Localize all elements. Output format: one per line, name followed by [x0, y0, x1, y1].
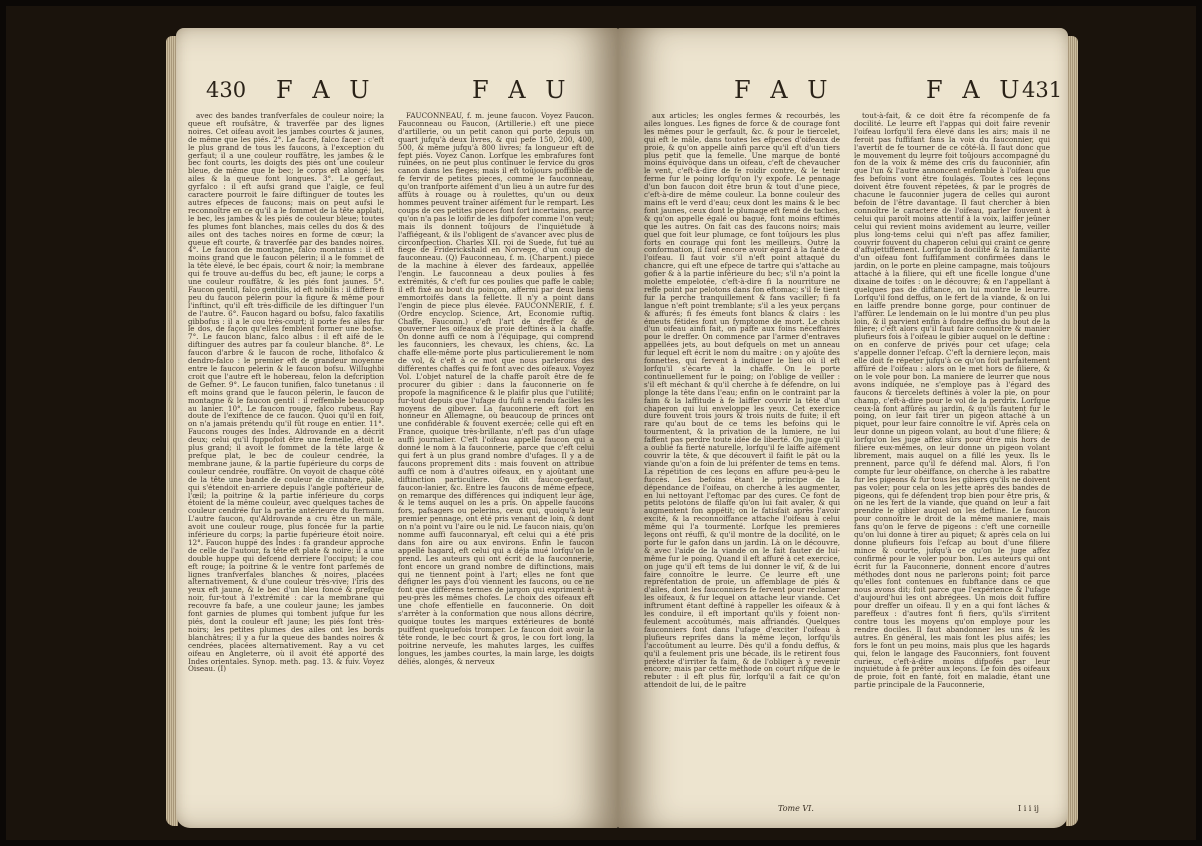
signature-mark: I i i ij [1018, 804, 1039, 813]
column-text: aux articles; les ongles fermes & recourbés, les ailes longues. Les fignes de force & de courage font les mêmes pour le gerfault, &c. & pour le tiercelet, qui eft le mâle, dans toutes les efpeces d'oifeaux de proie, & qu'on appelle ainfi parce qu'il eft d'un tiers plus petit que la femelle. Une marque de bonté moins équivoque dans un oifeau, c'eft de chevaucher le vent, c'eft-à-dire de fe roidir contre, & le tenir ferme fur le poing lorfqu'on l'y expofe. Le pennage d'un bon faucon doit être brun & tout d'une piece, c'eft-à-dire de même couleur. La bonne couleur des mains eft le verd d'eau; ceux dont les mains & le bec font jaunes, ceux dont le plumage eft femé de taches, & qu'on appelle égalé ou bagué, font moins eftimés que les autres. On fait cas des faucons noirs; mais quel que foit leur plumage, ce font toûjours les plus forts en courage qui font les meilleurs. Outre la conformation, il faut encore avoir égard à la fanté de l'oifeau. Il faut voir s'il n'eft point attaqué du chancre, qui eft une efpece de tartre qui s'attache au gofier & à la partie inférieure du bec; s'il n'a point la molette empelotée, c'eft-à-dire fi la nourriture ne reffe point par pelotons dans fon eftomac; s'il fe tient fur la perche tranquillement & fans vaciller; fi fa langue n'eft point tremblante; s'il a les yeux perçans & affurés; fi fes émeuts font blancs & clairs : les émeuts fétides font un fymptome de mort. Le choix d'un oifeau ainfi fait, on paffe aux foins néceffaires pour le dreffer. On commence par l'armer d'entraves appellées jets, au bout defquels on met un anneau fur lequel eft écrit le nom du maître : on y ajoûte des fonnettes, qui fervent à indiquer le lieu où il eft lorfqu'il s'écarte à la chaffe. On le porte continuellement fur le poing; on l'oblige de veiller : s'il eft méchant & qu'il cherche à fe défendre, on lui plonge la tête dans l'eau; enfin on le contraint par la faim & la laffitude à fe laiffer couvrir la tête d'un chaperon qui lui enveloppe les yeux. Cet exercice dure fouvent trois jours & trois nuits de fuite; il eft rare qu'au bout de ce tems les befoins qui le tourmentent, & la privation de la lumiere, ne lui faffent pas perdre toute idée de liberté. On juge qu'il a oublié fa fierté naturelle, lorfqu'il fe laiffe aifément couvrir la tête, & que découvert il faifit le pât ou la viande qu'on a foin de lui préfenter de tems en tems. La répétition de ces leçons en affure peu-à-peu le fuccès. Les befoins étant le principe de la dépendance de l'oifeau, on cherche à les augmenter, en lui nettoyant l'eftomac par des cures. Ce font de petits pelotons de filaffe qu'on lui fait avaler, & qui augmentent fon appétit; on le fatisfait après l'avoir excité, & la reconnoiffance attache l'oifeau à celui même qui l'a tourmenté. Lorfque les premieres leçons ont réuffi, & qu'il montre de la docilité, on le porte fur le gafon dans un jardin. Là on le découvre, & avec l'aide de la viande on le fait fauter de lui-même fur le poing. Quand il eft affuré à cet exercice, on juge qu'il eft tems de lui donner le vif, & de lui faire connoître le leurre. Ce leurre eft une repréfentation de proie, un affemblage de piés & d'ailes, dont les fauconniers fe fervent pour réclamer les oifeaux, & fur lequel on attache leur viande. Cet inftrument étant deftiné à rappeller les oifeaux & à les conduire, il eft important qu'ils y foient non-feulement accoûtumés, mais affriandés. Quelques fauconniers font dans l'ufage d'exciter l'oifeau à plufieurs reprifes dans la même leçon, lorfqu'ils l'accoûtument au leurre. Dès qu'il a fondu deffus, & qu'il a feulement pris une bécade, ils le retirent fous prétexte d'irriter fa faim, & de l'obliger à y revenir encore; mais par cette méthode on court rifque de le rebuter : il eft plus für, lorfqu'il a fait ce qu'on attendoit de lui, de le paître [644, 112, 840, 690]
right-head-title-b: F A U [926, 76, 1026, 104]
right-head-title-a: F A U [734, 76, 834, 104]
volume-footer: Tome VI. [778, 804, 814, 813]
left-page [176, 28, 618, 828]
right-running-head [618, 76, 1068, 112]
column-text: FAUCONNEAU, f. m. jeune faucon. Voyez Faucon. Fauconneau ou Faucon, (Artillerie.) eft une piece d'artillerie, ou un petit canon qui porte depuis un quart jufqu'à deux livres, & qui pefe 150, 200, 400, 500, & même jufqu'à 800 livres; fa longueur eft de fept piés. Voyez Canon. Lorfque les embrafures font ruinées, on ne peut plus continuer le fervice du gros canon dans les fieges; mais il eft toûjours poffible de fe fervir de petites pieces, comme le fauconneau, qu'on tranfporte aifément d'un lieu à un autre fur des affûts à rouage ou à roulettes, qu'un ou deux hommes peuvent traîner aifément fur le rempart. Les coups de ces petites pieces font fort incertains, parce qu'on n'a pas le loifir de les difpofer comme l'on veut; mais ils donnent toûjours de l'inquiétude à l'affiégeant, & ils l'obligent de s'avancer avec plus de circonfpection. Charles XII. roi de Suede, fut tué au fiege de Friderickshald en Norvege, d'un coup de fauconneau. (Q) Fauconneau, f. m. (Charpent.) piece de la machine à élever des fardeaux, appellée l'engin. Le fauconneau a deux poulies à fes extrémités, & c'eft fur ces poulies que paffe le cable; il eft fixé au bout du poinçon, affermi par deux liens emmortoifés dans la fellette. Il n'y a point dans l'engin de piece plus élevée. FAUCONNERIE, f. f. (Ordre encyclop. Science, Art, Economie ruftiq. Chaffe, Fauconn.) c'eft l'art de dreffer & de gouverner les oifeaux de proie deftinés à la chaffe. On donne auffi ce nom à l'équipage, qui comprend les fauconniers, les chevaux, les chiens, &c. La chaffe elle-même porte plus particulierement le nom de vol, & c'eft à ce mot que nous parlerons des différentes chaffes qui fe font avec des oifeaux. Voyez Vol. L'objet naturel de la chaffe paroît être de fe procurer du gibier : dans la fauconnerie on fe propofe la magnificence & le plaifir plus que l'utilité; fur-tout depuis que l'ufage du fufil a rendu faciles les moyens de gibover. La fauconnerie eft fort en honneur en Allemagne, où beaucoup de princes ont une confidérable & fouvent exercée; celle qui eft en France, quoique très-brillante, n'eft pas d'un ufage auffi journalier. C'eft l'oifeau appellé faucon qui a donné le nom à la fauconnerie, parce que c'eft celui qui fert à un plus grand nombre d'ufages. Il y a de faucons proprement dits : mais fouvent on attribue auffi ce nom à d'autres oifeaux, en y ajoûtant une diftinction particuliere. On dit faucon-gerfaut, faucon-lanier, &c. Entre les faucons de même efpece, on remarque des différences qui indiquent leur âge, & le tems auquel on les a pris. On appelle faucons fors, pafsagers ou pelerins, ceux qui, quoiqu'à leur premier pennage, ont été pris venant de loin, & dont on n'a point vu l'aire ou le nid. Le faucon niais, qu'on nomme auffi fauconnaryal, eft celui qui a été pris dans fon aire ou aux environs. Enfin le faucon appellé hagard, eft celui qui a déja mué lorfqu'on le prend. Les auteurs qui ont écrit de la fauconnerie, font encore un grand nombre de diftinctions, mais qui ne tiennent point à l'art; elles ne font que défigner les pays d'où viennent les faucons, ou ce ne font que différens termes de jargon qui expriment à-peu-près les mêmes chofes. Le choix des oifeaux eft une chofe effentielle en fauconnerie. On doit s'arrêter à la conformation que nous allons décrire, quoique toutes les marques extérieures de bonté puiffent quelquefois tromper. Le faucon doit avoir la tête ronde, le bec court & gros, le cou fort long, la poitrine nerveufe, les mahutes larges, les cuiffes longues, les jambes courtes, la main large, les doigts déliés, alongés, & nerveux [398, 112, 594, 666]
left-head-title-b: F A U [472, 76, 572, 104]
left-running-head [176, 76, 618, 112]
right-page [618, 28, 1068, 828]
column-text: tout-à-fait, & ce doit être fa récompenfe de fa docilité. Le leurre eft l'appas qui doit faire revenir l'oifeau lorfqu'il fera élevé dans les airs; mais il ne feroit pas fuffifant fans la voix du fauconnier, qui l'avertit de fe tourner de ce côté-là. Il faut donc que le mouvement du leurre foit toûjours accompagné du fon de la voix & même des cris du fauconnier, afin que l'un & l'autre annoncent enfemble à l'oifeau que fes befoins vont être foulagés. Toutes ces leçons doivent être fouvent répetées, & par le progrès de chacune le fauconnier jugera de celles qui auront befoin de l'être davantage. Il faut chercher à bien connoître le caractere de l'oifeau, parler fouvent à celui qui paroît moins attentif à la voix, laiffer jeûner celui qui revient moins avidement au leurre, veiller plus long-tems celui qui n'eft pas affez familier, couvrir fouvent du chaperon celui qui craint ce genre d'affujettiffement. Lorfque la docilité & la familiarité d'un oifeau font fuffifamment confirmées dans le jardin, on le porte en pleine campagne, mais toûjours attaché à la filiere, qui eft une ficelle longue d'une dixaine de toifes : on le découvre; & en l'appellant à quelques pas de diftance, on lui montre le leurre. Lorfqu'il fond deffus, on le fert de la viande, & on lui en laiffe prendre bonne gorge, pour continuer de l'affûrer. Le lendemain on le lui montre d'un peu plus loin, & il parvient enfin à fondre deffus du bout de la filiere; c'eft alors qu'il faut faire connoître & manier plufieurs fois à l'oifeau le gibier auquel on le deftine : on en conferve de privés pour cet ufage; cela s'appelle donner l'efcap. C'eft la derniere leçon, mais elle doit fe répeter jufqu'à ce qu'on foit parfaitement affûré de l'oifeau : alors on le met hors de filiere, & on le vole pour bon. La maniere de leurrer que nous avons indiquée, ne s'employe pas à l'égard des faucons & tiercelets deftinés à voler la pie, on pour champ, c'eft-à-dire pour le vol de la perdrix. Lorfque ceux-là font affûrés au jardin, & qu'ils fautent fur le poing, on leur fait tirer un pigeon attaché à un piquet, pour leur faire connoître le vif. Après cela on leur donne un pigeon volant, au bout d'une filiere; & lorfqu'on les juge affez sûrs pour être mis hors de filiere eux-mêmes, on leur donne un pigeon volant librement, mais auquel on a fillé les yeux. Ils le prennent, parce qu'il fe défend mal. Alors, fi l'on compte fur leur obéiffance, on cherche à les rabattre fur les pigeons & fur tous les gibiers qu'ils ne doivent pas voler; pour cela on les jette après des bandes de pigeons, qui fe défendent trop bien pour être pris, & on ne les fert de la viande, que quand on leur a fait prendre le gibier auquel on les deftine. Le faucon pour connoître le droit de la même maniere, mais fans qu'on le ferve de pigeons : c'eft une corneille qu'on lui donne à tirer au piquet; & après cela on lui donne plufieurs fois l'efcap au bout d'une filiere mince & courte, jufqu'à ce qu'on le juge affez confirmé pour le voler pour bon. Les auteurs qui ont écrit fur la Fauconnerie, donnent encore d'autres méthodes dont nous ne parlerons point; foit parce qu'elles font contenues en fubftance dans ce que nous avons dit; foit parce que l'expérience & l'ufage d'aujourd'hui les ont abrégées. Un mois doit fuffire pour dreffer un oifeau. Il y en a qui font lâches & pareffeux : d'autres font fi fiers, qu'ils s'irritent contre tous les moyens qu'on employe pour les rendre dociles. Il faut abandonner les uns & les autres. En général, les mais font les plus aifés; les fors le font un peu moins, mais plus que les hagards qui, felon le langage des Fauconniers, font fouvent curieux, c'eft-à-dire moins difpofés par leur inquiétude à fe prêter aux leçons. Le foin des oifeaux de proie, foit en fanté, foit en maladie, étant une partie principale de la Fauconnerie, [854, 112, 1050, 690]
right-page-column-2 [854, 112, 1050, 802]
right-page-number: 431 [1022, 78, 1063, 102]
left-page-column-1 [188, 112, 384, 802]
left-head-title-a: F A U [276, 76, 376, 104]
left-page-number: 430 [206, 78, 247, 102]
left-page-column-2 [398, 112, 594, 802]
right-page-column-1 [644, 112, 840, 802]
column-text: avec des bandes tranfverfales de couleur noire; la queue eft roufsâtre, & traverfée par des lignes noires. Cet oifeau avoit les jambes courtes & jaunes, de même que les piés. 2°. Le facré, falco facer : c'eft le plus grand de tous les faucons, à l'exception du gerfaut; il a une couleur rouffâtre, les jambes & le bec font courts, les doigts des piés ont une couleur bleue, de même que le bec; le corps eft alongé; les ailes & la queue font longues. 3°. Le gerfaut, gyrfalco : il eft aufsi grand que l'aigle, ce feul caractere pourroit le faire diftinguer de toutes les autres efpeces de faucons; mais on peut aufsi le reconnoître en ce qu'il a le fommet de la tête applati, le bec, les jambes & les piés de couleur bleue; toutes fes plumes font blanches, mais celles du dos & des ailes ont des taches noires en forme de cœur; la queue eft courte, & traverfée par des bandes noires. 4°. Le faucon de montagne, falco montanus : il eft moins grand que le faucon pélerin; il a le fommet de la tête élevé, le bec épais, court & noir; la membrane qui fe trouve au-deffus du bec, eft jaune; le corps a une couleur rouffâtre, & les piés font jaunes. 5°. Faucon gentil, falco gentilis, id eft nobilis : il differe fi peu du faucon pélerin pour la figure & même pour l'inftinct, qu'il eft très-difficile de les diftinguer l'un de l'autre. 6°. Faucon hagard ou bofsu, falco faxatilis gibbofus : il a le cou très-court; il porte fes ailes fur le dos, de façon qu'elles femblent former une bofse. 7°. Le faucon blanc, falco albus : il eft aifé de le diftinguer des autres par fa couleur blanche. 8°. Le faucon d'arbre & le faucon de roche, lithofalco & dendro-falco : le premier eft de grandeur moyenne entre le faucon pelerin & le faucon bofsu. Willughbi croit que l'autre eft le hobereau, felon la defcription de Gefner. 9°. Le faucon tunifien, falco tunetanus : il eft moins grand que le faucon pélerin, le faucon de montagne & le faucon gentil : il reffemble beaucoup au lanier. 10°. Le faucon rouge, falco rubeus. Ray doute de l'exiftence de ce faucon. Quoi qu'il en foit, on n'a jamais prétendu qu'il fût rouge en entier. 11°. Faucons rouges des Indes. Aldrovande en a décrit deux; celui qu'il fuppofoit être une femelle, étoit le plus grand; il avoit le fommet de la tête large & prefque plat, le bec de couleur cendrée, la membrane jaune, & la partie fupérieure du corps de couleur cendrée, rouffâtre. On voyoit de chaque côté de la tête une bande de couleur de cinnabre, pâle, qui s'étendoit en-arriere depuis l'angle poftérieur de l'œil; la poitrine & la partie inférieure du corps étoient de la même couleur, avec quelques taches de couleur cendrée fur la partie antérieure du fternum. L'autre faucon, qu'Aldrovande a cru être un mâle, avoit une couleur rouge, plus foncée fur la partie inférieure du corps; la partie fupérieure étoit noire. 12°. Faucon huppé des Indes : fa grandeur approche de celle de l'autour, fa tête eft plate & noire; il a une double huppe qui defcend derriere l'occiput; le cou eft rouge; la poitrine & le ventre font parfemés de lignes tranfverfales blanches & noires, placées alternativement, & d'une couleur très-vive; l'iris des yeux eft jaune, & le bec d'un bleu foncé & prefque noir, fur-tout à l'extrémité : car la membrane qui recouvre fa bafe, a une couleur jaune; les jambes font garnies de plumes qui tombent jufque fur les piés, dont la couleur eft jaune; les piés font très-noirs; les petites plumes des ailes ont les bords blanchâtres; il y a fur la queue des bandes noires & cendrées, placées alternativement. Ray a vu cet oifeau en Angleterre, où il avoit été apporté des Indes orientales. Synop. meth. pag. 13. & fuiv. Voyez Oiseau. (I) [188, 112, 384, 674]
open-book [6, 6, 1196, 840]
